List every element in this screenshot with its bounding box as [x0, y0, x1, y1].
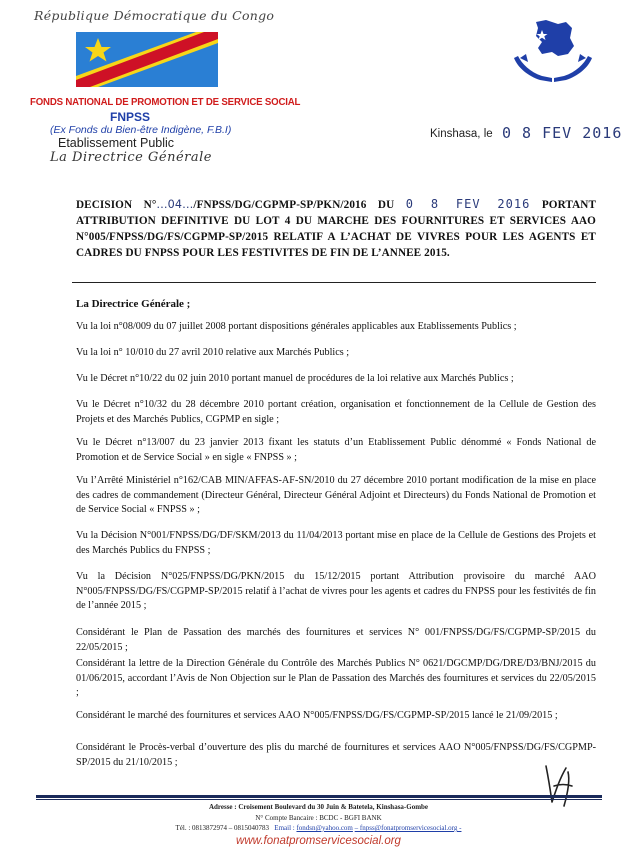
paragraph-2: Vu la loi n° 10/010 du 27 avril 2010 relative aux Marchés Publics ; — [76, 347, 350, 358]
direction-title: La Directrice Générale — [50, 150, 212, 165]
footer-rule-thick — [36, 795, 602, 798]
footer-email-link[interactable]: fondsn@yahoo.com — [296, 824, 353, 832]
footer-rule-thin — [36, 799, 602, 800]
body-directrice: La Directrice Générale ; — [76, 298, 191, 310]
paragraph-9: Considérant le Plan de Passation des marchés des fournitures et services N° 001/FNPSS/DG/FS/CGPMP-SP/2015 du 22/05/2015 ; — [76, 627, 596, 653]
footer-email-link-2[interactable]: – fnpss@fonatpromservicesocial.org - — [354, 824, 462, 832]
decision-ref: /FNPSS/DG/CGPMP-SP/PKN/2016 DU — [193, 199, 395, 211]
paragraph-7: Vu la Décision N°001/FNPSS/DG/DF/SKM/2013 du 11/04/2013 portant mise en place de la Cellule de Gestions des Projets et des Marchés Publics du FNPSS ; — [76, 530, 596, 556]
republic-heading: République Démocratique du Congo — [34, 8, 275, 23]
place-date-label: Kinshasa, le — [430, 128, 493, 140]
decision-subject: PORTANT ATTRIBUTION DEFINITIVE DU LOT 4 DU MARCHE DES FOURNITURES ET SERVICES AAO N°005/FNPSS/DG/FS/CGPMP-SP/2015 RELATIF A L’ACHAT DE VIVRES POUR LES AGENTS ET CADRES DU FNPSS POUR LES FESTIVITES DE FIN DE L’ANNEE 2015. — [76, 199, 597, 259]
footer-contacts — [0, 824, 637, 832]
paragraph-8: Vu la Décision N°025/FNPSS/DG/PKN/2015 du 15/12/2015 portant Attribution provisoire du marché AAO N°005/FNPSS/DG/FS/CGPMP-SP/2015 relatif à l’achat de vivres pour les agents et cadres du FNPSS pour les festivités de fin de l’année 2015 ; — [76, 571, 596, 611]
date-stamp: 0 8 FEV 2016 — [502, 124, 623, 142]
org-former-name: (Ex Fonds du Bien-être Indigène, F.B.I) — [50, 124, 232, 136]
footer-email-label: Email : — [274, 824, 295, 832]
footer-tel: Tél. : 0813872974 – 0815040783 — [175, 824, 270, 832]
drc-flag-icon — [76, 32, 218, 87]
footer-website-link[interactable]: www.fonatpromservicesocial.org — [236, 835, 401, 847]
decision-date-stamp: 0 8 FEV 2016 — [405, 197, 531, 211]
decision-prefix: DECISION N° — [76, 199, 157, 211]
footer-account: N° Compte Bancaire : BCDC - BGFI BANK — [255, 814, 382, 822]
paragraph-1: Vu la loi n°08/009 du 07 juillet 2008 portant dispositions générales applicables aux Etablissements Publics ; — [76, 321, 517, 332]
org-name: FONDS NATIONAL DE PROMOTION ET DE SERVICE SOCIAL — [30, 96, 301, 108]
org-acronym: FNPSS — [110, 110, 151, 124]
paragraph-10: Considérant la lettre de la Direction Générale du Contrôle des Marchés Publics N° 0621/DGCMP/DG/DRE/D3/BNJ/2015 du 01/06/2015, accordant l’Avis de Non Objection sur le Plan de Passation des Marchés des fournitures et services du 22/05/2015 ; — [76, 658, 596, 698]
paragraph-3: Vu le Décret n°10/22 du 02 juin 2010 portant manuel de procédures de la loi relative aux Marchés Publics ; — [76, 373, 514, 384]
footer-address: Adresse : Croisement Boulevard du 30 Juin & Batetela, Kinshasa-Gombe — [208, 803, 429, 811]
paragraph-5: Vu le Décret n°13/007 du 23 janvier 2013 fixant les statuts d’un Etablissement Public dénommé « Fonds National de Promotion et de Service Social » en sigle « FNPSS » ; — [76, 437, 596, 463]
title-underline — [72, 282, 596, 283]
paragraph-12: Considérant le Procès-verbal d’ouverture des plis du marché de fournitures et services AAO N°005/FNPSS/DG/FS/CGPMP-SP/2015 du 21/10/2015 ; — [76, 742, 596, 768]
decision-title — [76, 196, 596, 261]
paragraph-4: Vu le Décret n°10/32 du 28 décembre 2010 portant création, organisation et fonctionnement de la Cellule de Gestion des Projets et des Marchés Publics, CGPMP en sigle ; — [76, 399, 596, 425]
decision-number: …04… — [156, 198, 194, 211]
fnpss-hands-map-logo-icon — [512, 18, 594, 86]
org-status: Etablissement Public — [58, 136, 175, 150]
paragraph-11: Considérant le marché des fournitures et services AAO N°005/FNPSS/DG/FS/CGPMP-SP/2015 lancé le 21/09/2015 ; — [76, 710, 558, 721]
paragraph-6: Vu l’Arrêté Ministériel n°162/CAB MIN/AFFAS-AF-SN/2010 du 27 décembre 2010 portant modification de la mise en place des cadres de commandement (Directeur Général, Directeur Général Adjoint et Directeurs) du Fonds National de Promotion et de Service Social « FNPSS » ; — [76, 475, 596, 515]
